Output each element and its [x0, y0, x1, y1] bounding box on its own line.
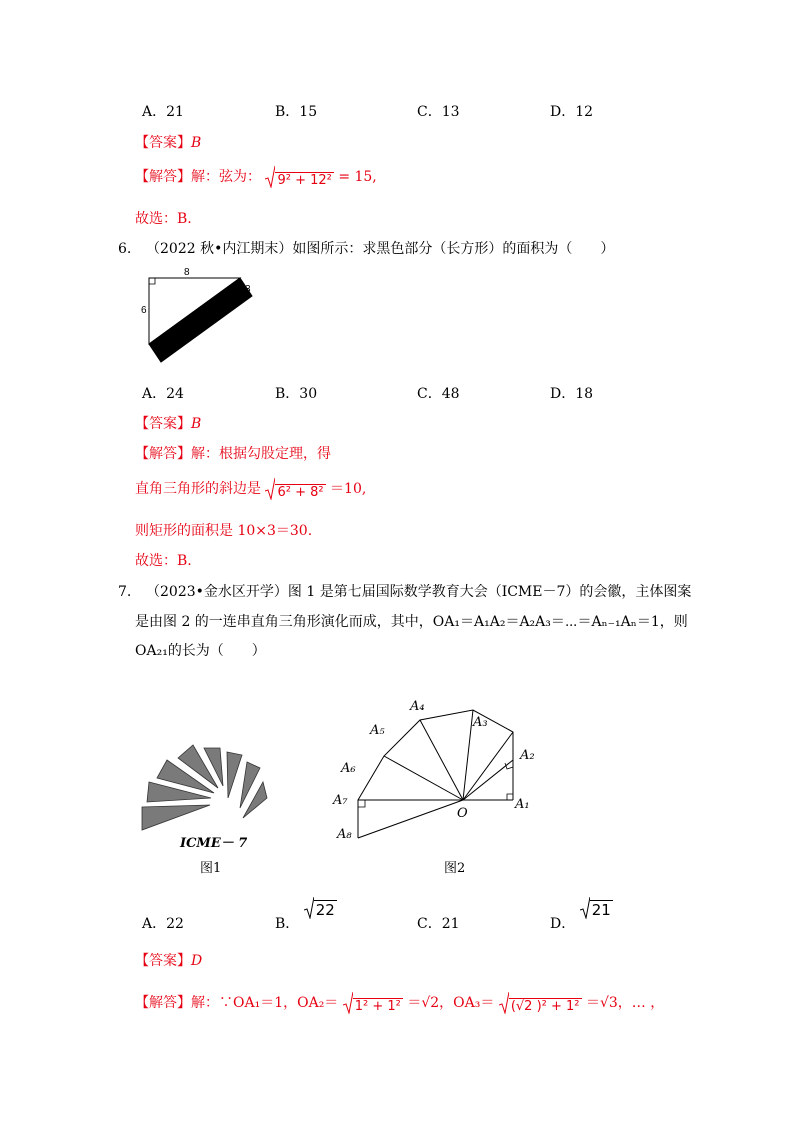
- radical-icon: [499, 992, 509, 1014]
- q6-answer: [135, 413, 201, 433]
- q7-figure2-spiral: [325, 690, 550, 850]
- radical-icon: [343, 992, 353, 1014]
- q6-option-d: D．18: [550, 386, 594, 402]
- answer-value: B: [191, 416, 202, 432]
- radical-icon: [265, 478, 275, 500]
- solution-text: ＝√2，OA₃＝: [407, 995, 495, 1011]
- sqrt-expression: [499, 992, 582, 1014]
- solution-text: 解：根据勾股定理，得: [191, 446, 331, 462]
- fig2-label: 图2: [444, 861, 466, 876]
- option-letter: B．: [275, 916, 300, 932]
- q5-option-a: A．21: [142, 104, 184, 120]
- point-a1: A₁: [515, 797, 530, 812]
- q6-solution-line3: 则矩形的面积是 10×3＝30.: [135, 523, 313, 539]
- point-a4: A₄: [410, 699, 425, 714]
- fig1-caption: ICME－ 7: [180, 836, 248, 851]
- sqrt-radicand: 6² + 8²: [277, 485, 324, 500]
- radical-icon: [304, 897, 314, 919]
- point-a8: A₈: [337, 827, 352, 842]
- sqrt-radicand: 21: [591, 901, 611, 919]
- solution-tag: 【解答】: [135, 995, 191, 1011]
- point-a2: A₂: [520, 748, 535, 763]
- sqrt-expression: [265, 478, 325, 500]
- fig-label-left: 6: [141, 305, 147, 316]
- point-a7: A₇: [333, 793, 348, 808]
- q6-solution-line2: [135, 478, 366, 500]
- radical-icon: [265, 166, 275, 188]
- q5-final: 故选：B.: [135, 211, 192, 227]
- q5-option-b: B．15: [275, 104, 318, 120]
- solution-result: = 15,: [338, 169, 377, 185]
- q5-solution: [135, 166, 377, 188]
- q7-option-c: C．21: [417, 916, 460, 932]
- sqrt-expression: [343, 992, 403, 1014]
- sqrt-expression: [265, 166, 333, 188]
- q5-option-c: C．13: [417, 104, 460, 120]
- sqrt-radicand: 9² + 12²: [277, 173, 332, 188]
- q6-number: 6.: [118, 241, 132, 257]
- q6-solution-line1: [135, 443, 331, 463]
- q5-answer: [135, 132, 201, 152]
- solution-tag: 【解答】: [135, 446, 191, 462]
- point-a3: A₃: [473, 715, 488, 730]
- solution-tag: 【解答】: [135, 169, 191, 185]
- q6-stem-text: （2022 秋•内江期末）如图所示：求黑色部分（长方形）的面积为（ ）: [146, 241, 615, 257]
- q7-stem-line1: [118, 581, 691, 601]
- q6-option-a: A．24: [142, 386, 184, 402]
- q7-option-d: [550, 901, 613, 935]
- sqrt-expression: [580, 897, 613, 919]
- sqrt-radicand: 22: [315, 901, 335, 919]
- q6-figure: [140, 262, 260, 372]
- sqrt-radicand: 1² + 1²: [354, 999, 401, 1014]
- answer-value: D: [191, 953, 203, 969]
- radical-icon: [580, 897, 590, 919]
- point-o: O: [457, 806, 468, 821]
- solution-result: ＝√3，… ，: [585, 995, 665, 1011]
- answer-tag: 【答案】: [135, 416, 191, 432]
- solution-text: 解：∵OA₁＝1，OA₂＝: [191, 995, 339, 1011]
- fig-label-right: 3: [245, 284, 251, 295]
- point-a5: A₅: [370, 723, 385, 738]
- q7-solution: [135, 992, 664, 1014]
- sqrt-radicand: (√2 )² + 1²: [510, 999, 580, 1014]
- q5-option-d: D．12: [550, 104, 594, 120]
- q7-stem-text: （2023•金水区开学）图 1 是第七届国际数学教育大会（ICME－7）的会徽，主体图案: [146, 584, 692, 600]
- answer-tag: 【答案】: [135, 953, 191, 969]
- fig1-label: 图1: [200, 861, 222, 876]
- q6-stem: [118, 238, 614, 258]
- q7-option-a: A．22: [142, 916, 184, 932]
- q7-answer: [135, 950, 202, 970]
- q7-option-b: [275, 901, 337, 935]
- answer-tag: 【答案】: [135, 135, 191, 151]
- q7-number: 7.: [118, 584, 132, 600]
- q7-stem-line2: 是由图 2 的一连串直角三角形演化而成，其中，OA₁＝A₁A₂＝A₂A₃＝⋯＝Aₙ₋₁Aₙ＝1，则: [135, 614, 688, 630]
- q6-option-c: C．48: [417, 386, 460, 402]
- option-letter: D．: [550, 916, 576, 932]
- q6-final: 故选：B.: [135, 553, 192, 569]
- solution-text: 直角三角形的斜边是: [135, 481, 261, 497]
- q6-option-b: B．30: [275, 386, 318, 402]
- q7-figure1-emblem: [135, 740, 275, 835]
- q7-stem-line3: OA₂₁的长为（ ）: [135, 643, 266, 659]
- sqrt-expression: [304, 897, 337, 919]
- answer-value: B: [191, 135, 202, 151]
- point-a6: A₆: [341, 761, 356, 776]
- fig-label-top: 8: [184, 267, 190, 278]
- solution-text: 解：弦为：: [191, 169, 261, 185]
- solution-result: ＝10,: [330, 481, 367, 497]
